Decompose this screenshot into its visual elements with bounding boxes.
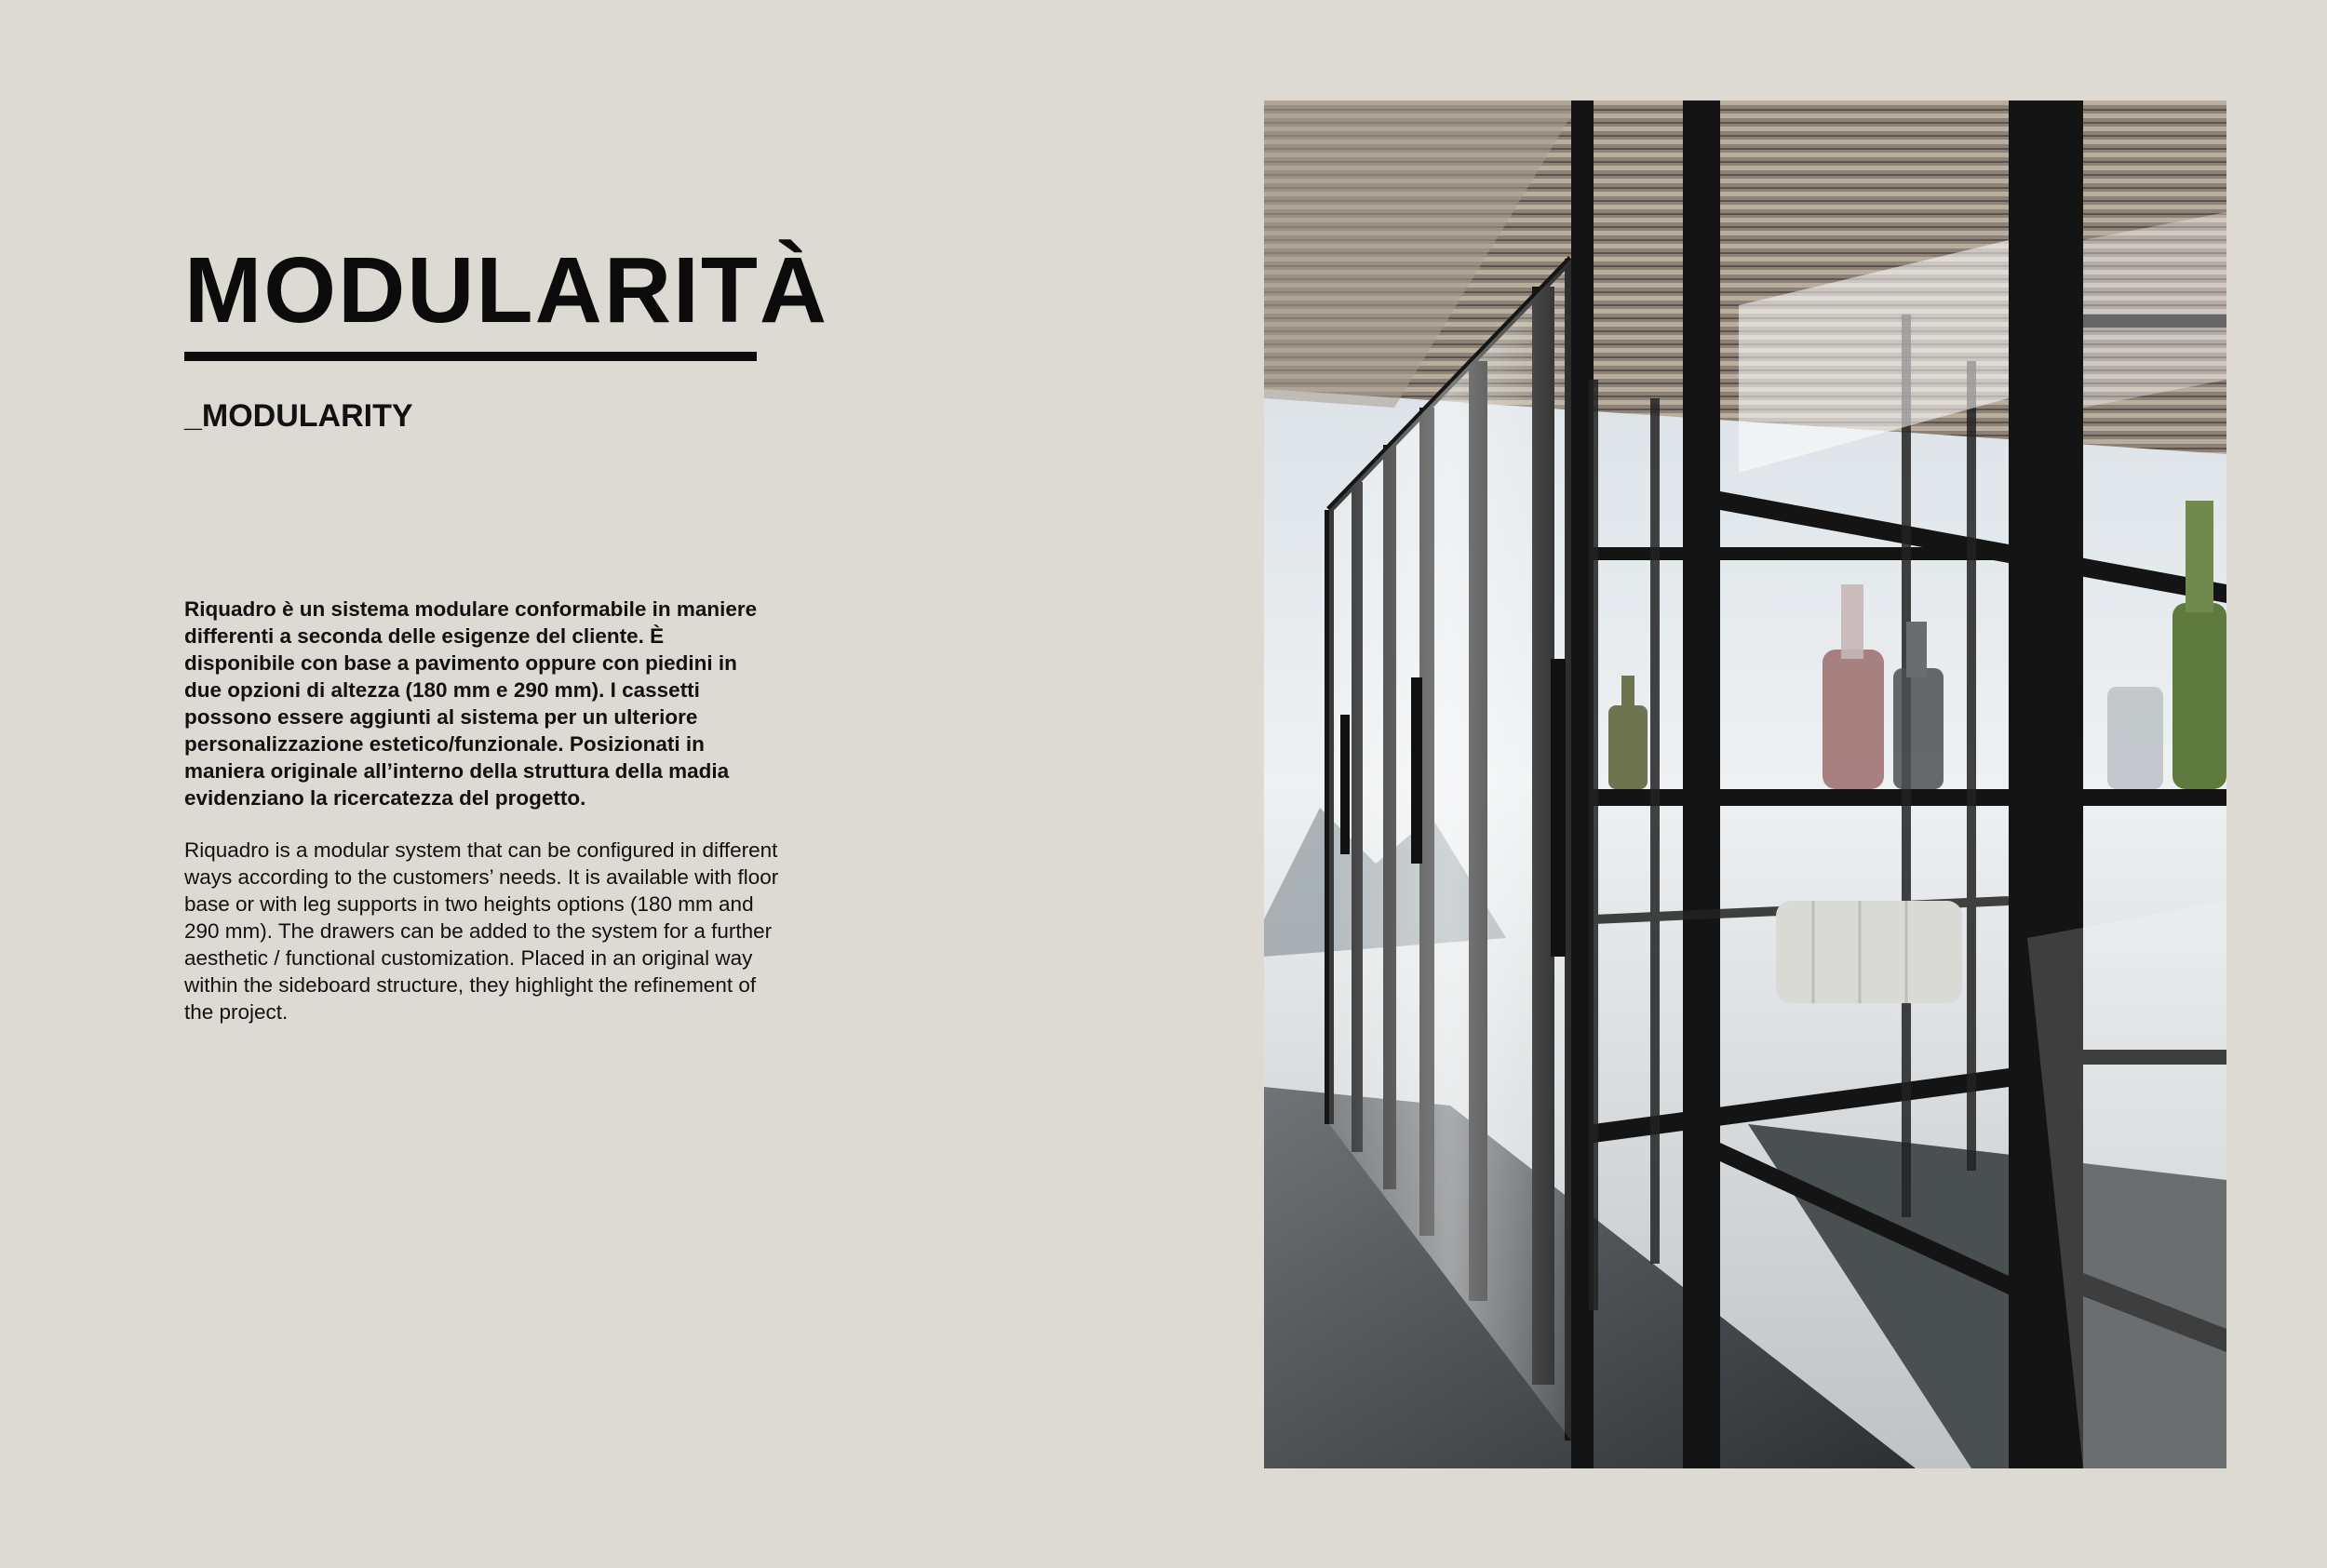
product-photo (1264, 101, 2226, 1468)
page-subtitle: _MODULARITY (184, 398, 413, 434)
english-description: Riquadro is a modular system that can be configured in different ways according to the customers’ needs. It is available with floor base or with leg supports in two heights options (180 mm and 290 mm). The drawers can be added to the system for a further aesthetic / functional customization. Placed in an original way within the sideboard structure, they highlight the refinement of the project. (184, 838, 779, 1024)
product-photo-illustration (1264, 101, 2226, 1468)
italian-description: Riquadro è un sistema modulare conformabile in maniere differenti a seconda delle esigenze del cliente. È disponibile con base a pavimento oppure con piedini in due opzioni di altezza (180 mm e 290 mm). I cassetti possono essere aggiunti al sistema per un ulteriore personalizzazione estetico/funzionale. Posizionati in maniera originale all’interno della struttura della madia evidenziano la ricercatezza del progetto. (184, 597, 758, 810)
page-title: MODULARITÀ (184, 238, 829, 342)
title-underline (184, 352, 757, 361)
